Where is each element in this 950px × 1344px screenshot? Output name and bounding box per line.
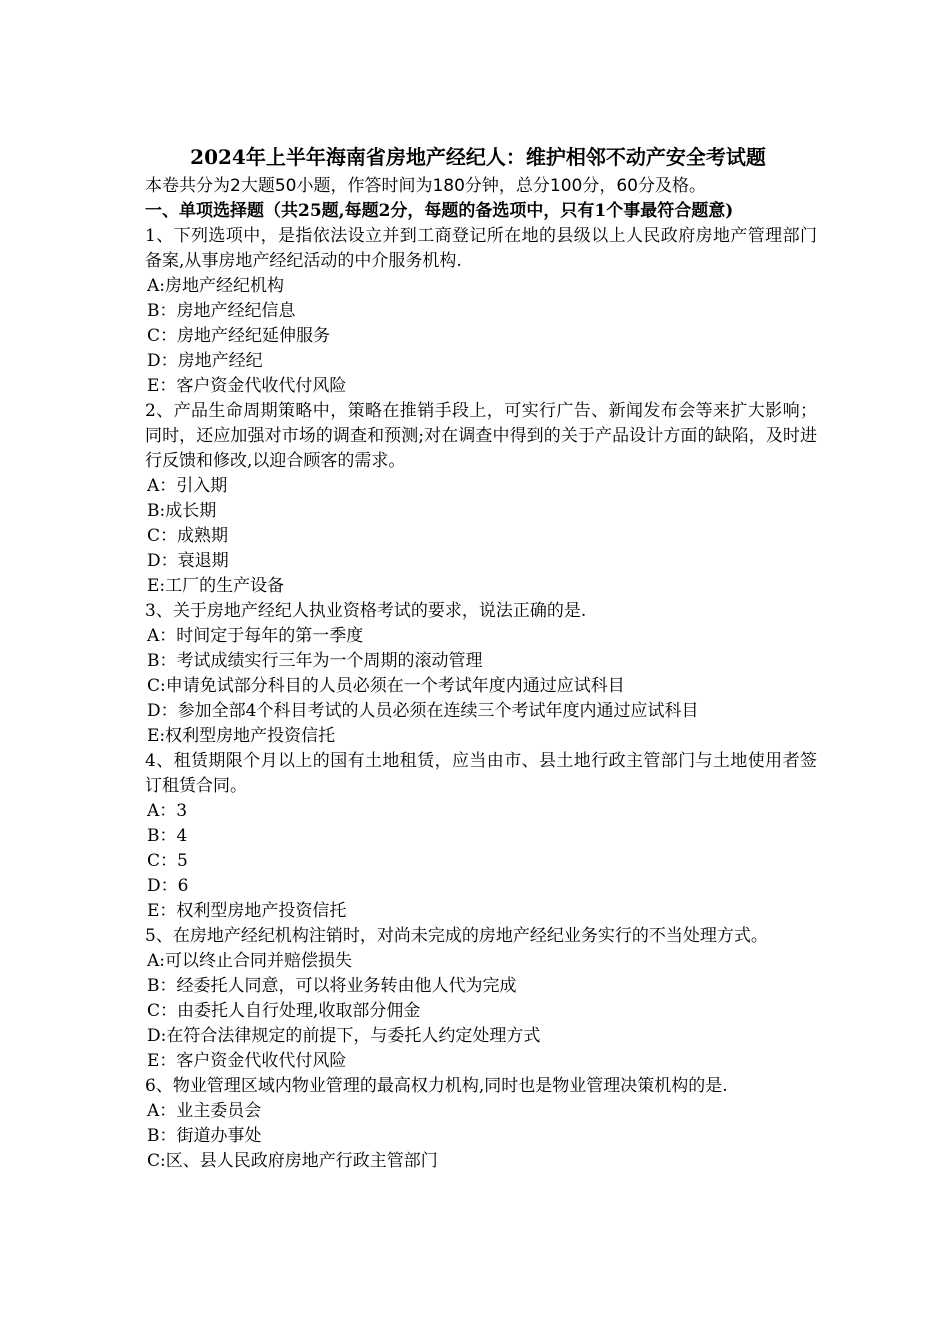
answer-option: C：由委托人自行处理,收取部分佣金 [147, 1001, 421, 1021]
answer-option: A:房地产经纪机构 [147, 276, 285, 296]
document-body [145, 140, 817, 1174]
answer-option: D:在符合法律规定的前提下，与委托人约定处理方式 [147, 1026, 541, 1046]
answer-option: B：经委托人同意，可以将业务转由他人代为完成 [147, 976, 517, 996]
question-stem: 1、下列选项中，是指依法设立并到工商登记所在地的县级以上人民政府房地产管理部门备案,从事房地产经纪活动的中介服务机构. [145, 226, 817, 271]
answer-option: A:可以终止合同并赔偿损失 [147, 951, 353, 971]
answer-option: B：考试成绩实行三年为一个周期的滚动管理 [147, 651, 483, 671]
answer-option: A：3 [147, 801, 188, 821]
answer-option: E:工厂的生产设备 [147, 576, 285, 596]
exam-intro: 本卷共分为2大题50小题，作答时间为180分钟，总分100分，60分及格。 [145, 176, 706, 196]
question-5 [145, 924, 817, 1074]
answer-option: D：6 [147, 876, 189, 896]
question-1 [145, 224, 817, 399]
answer-option: C：房地产经纪延伸服务 [147, 326, 331, 346]
question-2 [145, 399, 817, 599]
question-stem: 3、关于房地产经纪人执业资格考试的要求，说法正确的是. [145, 601, 587, 621]
answer-option: A：业主委员会 [147, 1101, 262, 1121]
section-heading: 一、单项选择题（共25题,每题2分，每题的备选项中，只有1个事最符合题意) [145, 201, 734, 221]
answer-option: D：衰退期 [147, 551, 229, 571]
answer-option: B：4 [147, 826, 188, 846]
question-4 [145, 749, 817, 924]
answer-option: C：成熟期 [147, 526, 229, 546]
answer-option: D：房地产经纪 [147, 351, 263, 371]
answer-option: E:权利型房地产投资信托 [147, 726, 336, 746]
answer-option: A：时间定于每年的第一季度 [147, 626, 364, 646]
answer-option: C:申请免试部分科目的人员必须在一个考试年度内通过应试科目 [147, 676, 625, 696]
question-6 [145, 1074, 817, 1174]
answer-option: D：参加全部4个科目考试的人员必须在连续三个考试年度内通过应试科目 [147, 701, 699, 721]
document-title: 2024年上半年海南省房地产经纪人：维护相邻不动产安全考试题 [190, 145, 766, 169]
answer-option: E：客户资金代收代付风险 [147, 376, 347, 396]
question-stem: 5、在房地产经纪机构注销时，对尚未完成的房地产经纪业务实行的不当处理方式。 [145, 926, 768, 946]
question-stem: 4、租赁期限个月以上的国有土地租赁，应当由市、县土地行政主管部门与土地使用者签订租赁合同。 [145, 751, 817, 796]
question-list [145, 224, 817, 1174]
question-stem: 6、物业管理区域内物业管理的最高权力机构,同时也是物业管理决策机构的是. [145, 1076, 728, 1096]
question-stem: 2、产品生命周期策略中，策略在推销手段上，可实行广告、新闻发布会等来扩大影响；同时，还应加强对市场的调查和预测;对在调查中得到的关于产品设计方面的缺陷，及时进行反馈和修改,以迎合顾客的需求。 [145, 401, 817, 471]
question-3 [145, 599, 817, 749]
answer-option: A：引入期 [147, 476, 228, 496]
answer-option: B：房地产经纪信息 [147, 301, 296, 321]
answer-option: C:区、县人民政府房地产行政主管部门 [147, 1151, 438, 1171]
answer-option: E：客户资金代收代付风险 [147, 1051, 347, 1071]
answer-option: E：权利型房地产投资信托 [147, 901, 347, 921]
answer-option: B:成长期 [147, 501, 217, 521]
answer-option: C：5 [147, 851, 188, 871]
answer-option: B：街道办事处 [147, 1126, 262, 1146]
